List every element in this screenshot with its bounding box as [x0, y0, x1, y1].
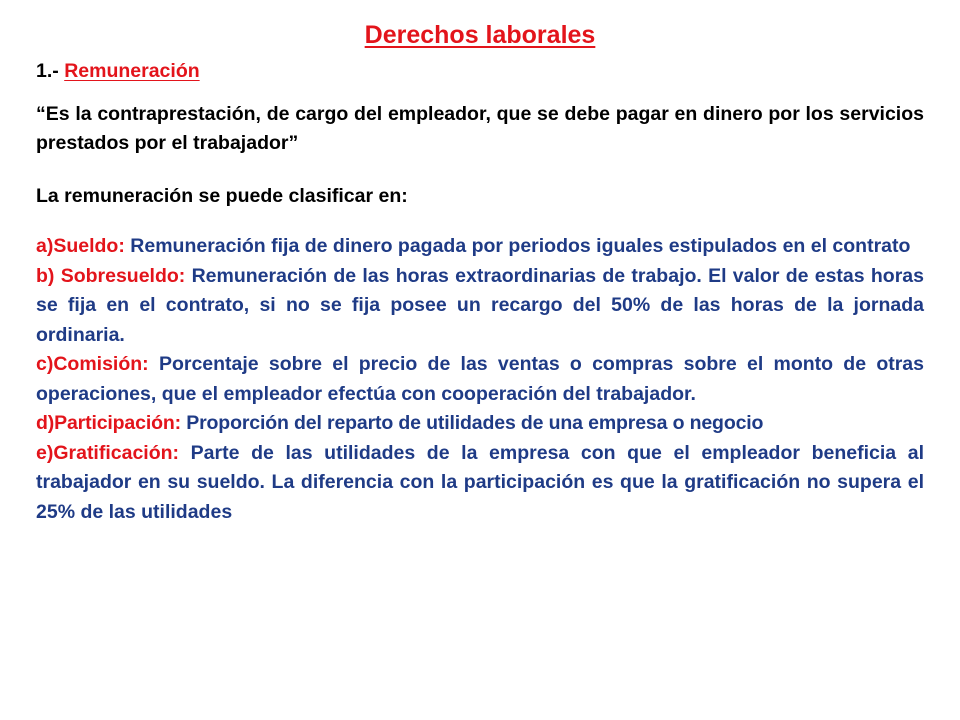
item-term: a)Sueldo:	[36, 235, 125, 257]
list-item-sueldo	[36, 232, 924, 262]
page-title: Derechos laborales	[364, 21, 596, 49]
item-description: Remuneración de las horas extraordinarias de trabajo. El valor de estas horas se fija en el contrato, si no se fija posee un recargo del 50% de las horas de la jornada ordinaria.	[36, 264, 925, 346]
item-term: c)Comisión:	[36, 353, 149, 375]
slide-content	[36, 18, 924, 527]
item-description: Parte de las utilidades de la empresa con que el empleador beneficia al trabajador en su sueldo. La diferencia con la participación es que la gratificación no supera el 25% de las utilidades	[36, 441, 924, 523]
item-description: Porcentaje sobre el precio de las ventas o compras sobre el monto de otras operaciones, que el empleador efectúa con cooperación del trabajador.	[36, 353, 924, 405]
item-description: Remuneración fija de dinero pagada por periodos iguales estipulados en el contrato	[130, 235, 911, 257]
classification-intro: La remuneración se puede clasificar en:	[36, 185, 408, 207]
list-item-gratificacion	[36, 439, 924, 528]
list-item-sobresueldo	[36, 262, 924, 351]
list-item-comision	[36, 350, 924, 409]
classification-list	[36, 232, 924, 527]
list-item-participacion	[36, 409, 924, 439]
item-description: Proporción del reparto de utilidades de una empresa o negocio	[186, 412, 764, 434]
section-heading	[36, 58, 924, 84]
item-term: b) Sobresueldo:	[36, 264, 186, 287]
item-term: d)Participación:	[36, 412, 181, 434]
section-label: Remuneración	[64, 60, 200, 82]
definition-quote: “Es la contraprestación, de cargo del empleador, que se debe pagar en dinero por los servicios prestados por el trabajador”	[36, 103, 924, 154]
section-number: 1.-	[36, 60, 59, 82]
item-term: e)Gratificación:	[36, 441, 180, 464]
